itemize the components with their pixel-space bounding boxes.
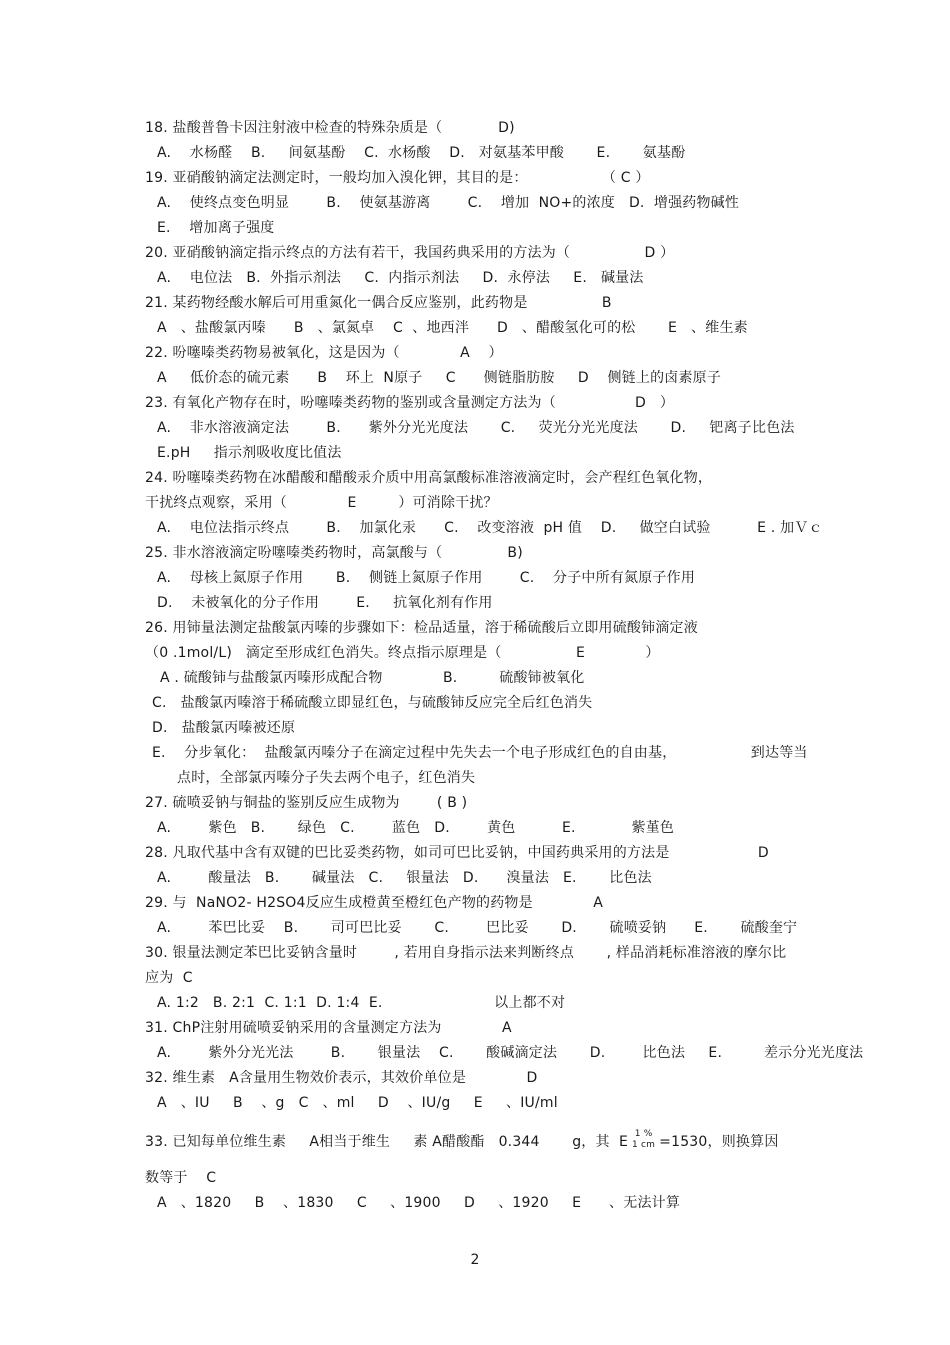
question-27-options: A. 紫色 B. 绿色 C. 蓝色 D. 黄色 E. 紫堇色: [157, 820, 675, 836]
question-29: 29. 与 NaNO2- H2SO4反应生成橙黄至橙红色产物的药物是 A: [145, 895, 604, 911]
question-26: 26. 用铈量法测定盐酸氯丙嗪的步骤如下：检品适量，溶于稀硫酸后立即用硫酸铈滴定液: [145, 620, 698, 636]
question-23-options-cont: E.pH 指示剂吸收度比值法: [157, 445, 342, 461]
question-19-options-cont: E. 增加离子强度: [157, 220, 275, 236]
question-26-cont: （0 .1mol/L) 滴定至形成红色消失。终点指示原理是（ E ）: [145, 645, 660, 661]
question-30-options: A. 1:2 B. 2:1 C. 1:1 D. 1:4 E. 以上都不对: [157, 995, 566, 1011]
question-33-text-end: =1530，则换算因: [659, 1134, 779, 1150]
question-26-option-c: C. 盐酸氯丙嗪溶于稀硫酸立即显红色，与硫酸铈反应完全后红色消失: [152, 695, 593, 711]
question-26-option-e-cont: 点时，全部氯丙嗪分子失去两个电子，红色消失: [177, 770, 476, 786]
question-30: 30. 银量法测定苯巴比妥钠含量时 , 若用自身指示法来判断终点 , 样品消耗标准溶液的摩尔比: [145, 945, 787, 961]
page-number: 2: [470, 1252, 480, 1268]
question-33: [145, 1131, 779, 1153]
question-31: 31. ChP注射用硫喷妥钠采用的含量测定方法为 A: [145, 1020, 512, 1036]
fraction-top: 1 %: [634, 1129, 653, 1139]
question-25-options-cont: D. 未被氧化的分子作用 E. 抗氧化剂有作用: [157, 595, 493, 611]
question-18: 18. 盐酸普鲁卡因注射液中检查的特殊杂质是（ D): [145, 120, 515, 136]
question-24-options: A. 电位法指示终点 B. 加氯化汞 C. 改变溶液 pH 值 D. 做空白试验 E . 加Ｖｃ: [157, 520, 823, 536]
question-26-option-e: E. 分步氧化： 盐酸氯丙嗪分子在滴定过程中先失去一个电子形成红色的自由基， 到达等当: [152, 745, 808, 761]
question-24: 24. 吩噻嗪类药物在冰醋酸和醋酸汞介质中用高氯酸标准溶液滴定时，会产程红色氧化物，: [145, 470, 713, 486]
e-one-percent-fraction: [632, 1129, 655, 1151]
question-26-option-a: A . 硫酸铈与盐酸氯丙嗪形成配合物 B. 硫酸铈被氧化: [160, 670, 585, 686]
question-32-options: A 、IU B 、g C 、ml D 、IU/g E 、IU/ml: [157, 1095, 558, 1111]
question-32: 32. 维生素 A含量用生物效价表示，其效价单位是 D: [145, 1070, 538, 1086]
question-22-options: A 低价态的硫元素 B 环上 N原子 C 侧链脂肪胺 D 侧链上的卤素原子: [157, 370, 722, 386]
question-28: 28. 凡取代基中含有双键的巴比妥类药物，如司可巴比妥钠，中国药典采用的方法是 D: [145, 845, 769, 861]
question-26-option-d: D. 盐酸氯丙嗪被还原: [152, 720, 296, 736]
question-31-options: A. 紫外分光光法 B. 银量法 C. 酸碱滴定法 D. 比色法 E. 差示分光光度法: [157, 1045, 864, 1061]
question-21-options: A 、盐酸氯丙嗪 B 、氯氮卓 C 、地西泮 D 、醋酸氢化可的松 E 、维生素: [157, 320, 748, 336]
question-30-cont: 应为 C: [145, 970, 193, 986]
question-21: 21. 某药物经酸水解后可用重氮化一偶合反应鉴别，此药物是 B: [145, 295, 612, 311]
question-25-options: A. 母核上氮原子作用 B. 侧链上氮原子作用 C. 分子中所有氮原子作用: [157, 570, 696, 586]
question-19: 19. 亚硝酸钠滴定法测定时，一般均加入溴化钾，其目的是： （ C ）: [145, 170, 650, 186]
question-33-text: 33. 已知每单位维生素 A相当于维生 素 A醋酸酯 0.344 g，其 E: [145, 1134, 629, 1150]
question-22: 22. 吩噻嗪类药物易被氧化，这是因为（ A ）: [145, 345, 503, 361]
question-20: 20. 亚硝酸钠滴定指示终点的方法有若干，我国药典采用的方法为（ D ）: [145, 245, 675, 261]
question-28-options: A. 酸量法 B. 碱量法 C. 银量法 D. 溴量法 E. 比色法: [157, 870, 652, 886]
question-23: 23. 有氧化产物存在时，吩噻嗪类药物的鉴别或含量测定方法为（ D ）: [145, 395, 675, 411]
question-25: 25. 非水溶液滴定吩噻嗪类药物时，高氯酸与（ B): [145, 545, 523, 561]
question-27: 27. 硫喷妥钠与铜盐的鉴别反应生成物为 ( B ): [145, 795, 468, 811]
question-18-options: A. 水杨醛 B. 间氨基酚 C. 水杨酸 D. 对氨基苯甲酸 E. 氨基酚: [157, 145, 686, 161]
question-24-cont: 干扰终点观察，采用（ E ）可消除干扰？: [145, 495, 498, 511]
question-29-options: A. 苯巴比妥 B. 司可巴比妥 C. 巴比妥 D. 硫喷妥钠 E. 硫酸奎宁: [157, 920, 798, 936]
question-23-options: A. 非水溶液滴定法 B. 紫外分光光度法 C. 荧光分光光度法 D. 钯离子比色法: [157, 420, 795, 436]
question-20-options: A. 电位法 B. 外指示剂法 C. 内指示剂法 D. 永停法 E. 碱量法: [157, 270, 644, 286]
fraction-bottom: 1 cm: [632, 1140, 656, 1150]
question-19-options: A. 使终点变色明显 B. 使氨基游离 C. 增加 NO+的浓度 D. 增强药物碱性: [157, 195, 740, 211]
question-33-cont: 数等于 C: [145, 1170, 217, 1186]
question-33-options: A 、1820 B 、1830 C 、1900 D 、1920 E 、无法计算: [157, 1195, 681, 1211]
